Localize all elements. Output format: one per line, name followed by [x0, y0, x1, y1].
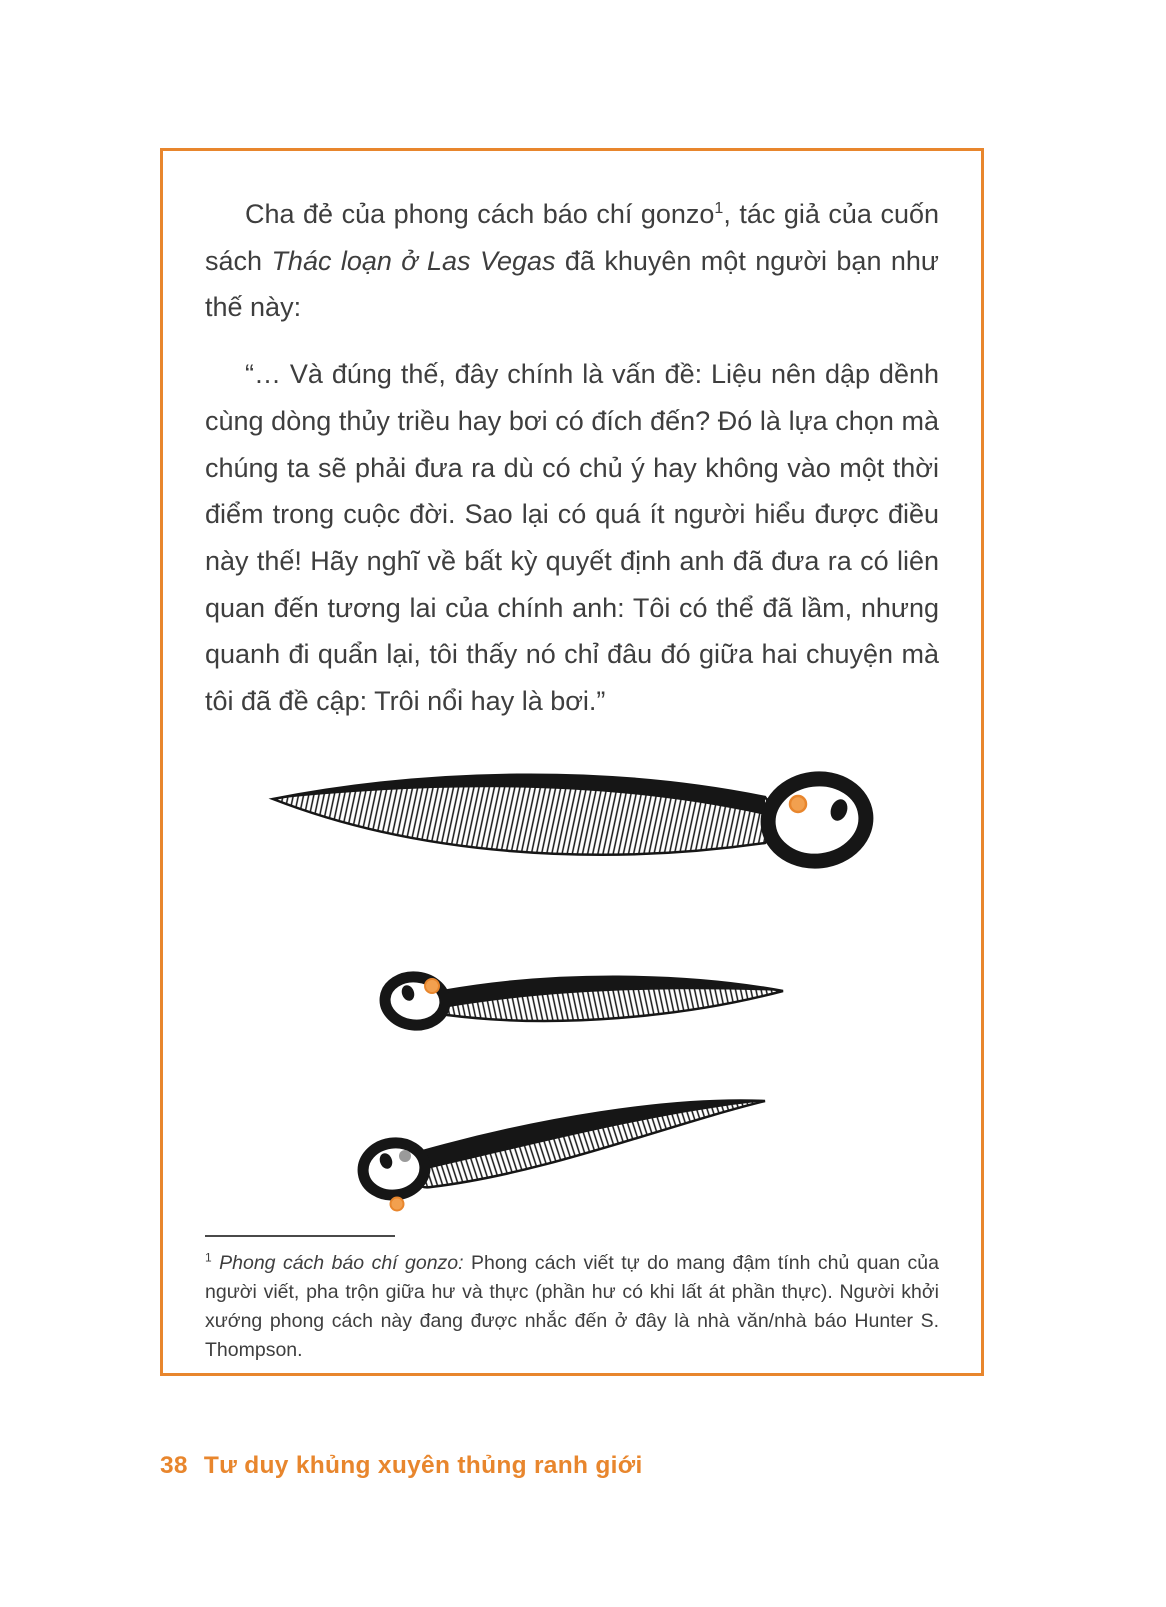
gray-accent: [399, 1150, 411, 1162]
orange-accent: [790, 796, 806, 812]
medium-fish-illustration: [375, 965, 790, 1045]
orange-accent: [425, 979, 439, 993]
small-fish-illustration: [347, 1093, 772, 1213]
fish-head-loop: [360, 1139, 429, 1199]
footnote-text: Phong cách viết tự do mang đậm tính chủ quan của người viết, pha trộn giữa hư và thực (phần hư có khi lất át phần thực). Người khởi xướng phong cách này đang được nhắc đến ở đây là nhà văn/nhà báo Hunter S. Thompson.: [205, 1251, 940, 1362]
paragraph-quote: “… Và đúng thế, đây chính là vấn đề: Liệu nên dập dềnh cùng dòng thủy triều hay bơi có đích đến? Đó là lựa chọn mà chúng ta sẽ phải đưa ra dù có chủ ý hay không vào một thời điểm trong cuộc đời. Sao lại có quá ít người hiểu được điều này thế! Hãy nghĩ về bất kỳ quyết định anh đã đưa ra có liên quan đến tương lai của chính anh: Tôi có thể đã lầm, nhưng quanh đi quẩn lại, tôi thấy nó chỉ đâu đó giữa hai chuyện mà tôi đã đề cập: Trôi nổi hay là bơi.”: [205, 359, 939, 717]
footnote-marker: 1: [205, 1250, 212, 1265]
page-number: 38: [160, 1452, 188, 1479]
paragraph-intro: [205, 191, 939, 331]
fish-head-loop: [763, 773, 870, 866]
footnote: [205, 1249, 939, 1366]
intro-text-lead: Cha đẻ của phong cách báo chí gonzo: [245, 199, 715, 229]
footnote-term-italic: Phong cách báo chí gonzo:: [219, 1251, 464, 1274]
fish-illustrations: [205, 745, 939, 1217]
footnote-divider: [205, 1235, 395, 1237]
large-fish-illustration: [267, 763, 892, 881]
footnote-reference: 1: [714, 200, 724, 217]
orange-accent: [391, 1197, 404, 1210]
page-footer: [160, 1452, 643, 1480]
book-title-italic: Thác loạn ở Las Vegas: [271, 245, 556, 276]
intro-text-end: đã khuyên một người bạn như thế này:: [205, 245, 939, 323]
running-title: Tư duy khủng xuyên thủng ranh giới: [203, 1452, 643, 1479]
content-border-box: [160, 148, 984, 1376]
intro-text-mid: , tác giả của cuốn sách: [205, 199, 939, 276]
